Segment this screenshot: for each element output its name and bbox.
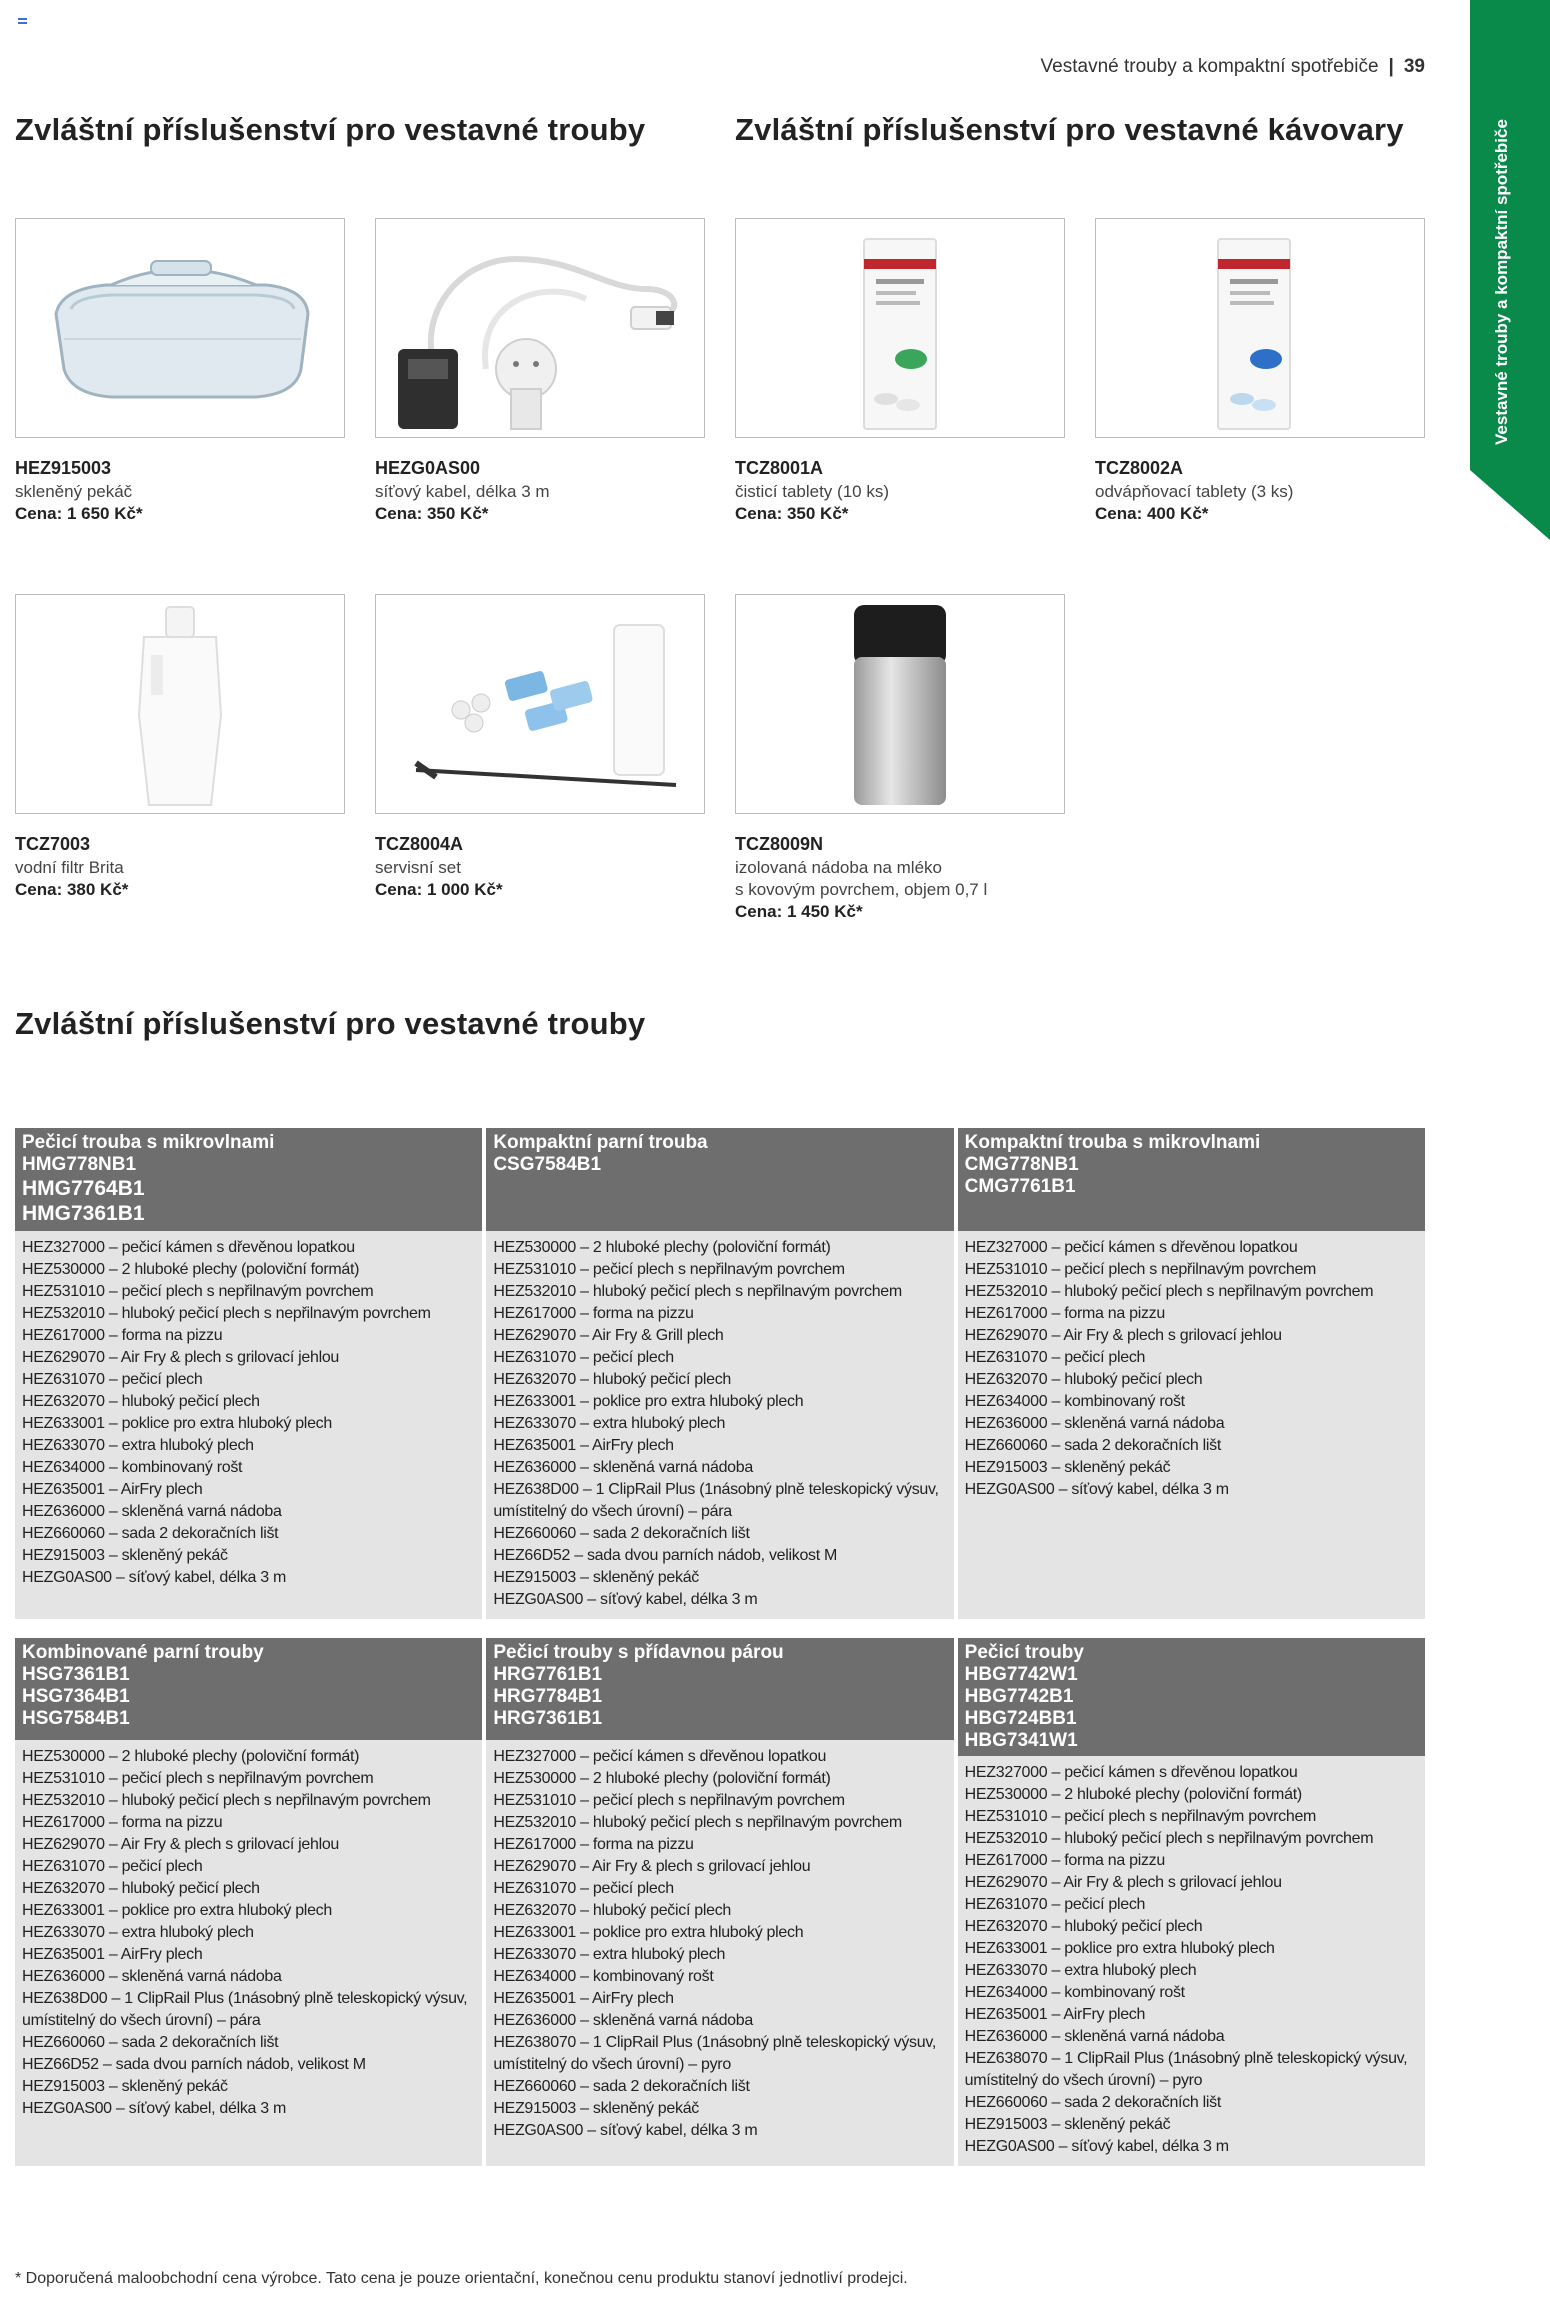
accessory-item: HEZ532010 – hluboký pečicí plech s nepřilnavým povrchem: [493, 1283, 902, 1300]
oven-type-title: Pečicí trouby s přídavnou párou: [493, 1642, 784, 1663]
model-number: CSG7584B1: [493, 1154, 602, 1175]
accessory-item: HEZ632070 – hluboký pečicí plech: [493, 1902, 731, 1919]
accessory-item: HEZ634000 – kombinovaný rošt: [22, 1459, 243, 1476]
accessory-item: HEZ634000 – kombinovaný rošt: [964, 1393, 1185, 1410]
accessory-item: HEZ633001 – poklice pro extra hluboký plech: [22, 1415, 332, 1432]
model-number: CMG7761B1: [964, 1176, 1076, 1197]
accessory-item: HEZ660060 – sada 2 dekoračních lišt: [22, 2034, 279, 2051]
cleaning-tablets-icon: [735, 218, 1065, 438]
accessory-item: HEZ638070 – 1 ClipRail Plus (1násobný plně teleskopický výsuv,: [493, 2034, 937, 2051]
accessory-list: [15, 1740, 482, 2166]
product-description: síťový kabel, délka 3 m: [375, 482, 550, 501]
accessory-item: umístitelný do všech úrovní) – pára: [22, 2012, 261, 2029]
accessory-item: HEZ638D00 – 1 ClipRail Plus (1násobný plně teleskopický výsuv,: [493, 1481, 939, 1498]
column-header: [958, 1638, 1425, 1756]
oven-type-title: Pečicí trouby: [964, 1642, 1084, 1663]
model-number: HSG7361B1: [22, 1664, 130, 1685]
product-code: TCZ8009N: [735, 834, 824, 854]
oven-type-column: [958, 1638, 1425, 2166]
accessory-item: HEZ531010 – pečicí plech s nepřilnavým povrchem: [22, 1283, 374, 1300]
price-footnote: * Doporučená maloobchodní cena výrobce. Tato cena je pouze orientační, konečnou cenu produktu stanoví jednotliví prodejci.: [15, 2270, 908, 2287]
accessory-item: HEZ66D52 – sada dvou parních nádob, velikost M: [493, 1547, 838, 1564]
model-number: HBG724BB1: [964, 1708, 1077, 1729]
product-description: servisní set: [375, 858, 461, 877]
page-number: 39: [1403, 56, 1425, 77]
accessory-item: HEZ638D00 – 1 ClipRail Plus (1násobný plně teleskopický výsuv,: [22, 1990, 468, 2007]
accessory-item: HEZ633001 – poklice pro extra hluboký plech: [964, 1940, 1275, 1957]
model-number: HMG7764B1: [22, 1177, 145, 1200]
oven-type-title: Kompaktní parní trouba: [493, 1132, 708, 1153]
model-number: HSG7584B1: [22, 1708, 130, 1729]
accessory-item: HEZ631070 – pečicí plech: [493, 1349, 674, 1366]
accessory-item: HEZ660060 – sada 2 dekoračních lišt: [964, 2094, 1221, 2111]
accessory-item: HEZ635001 – AirFry plech: [493, 1437, 674, 1454]
product-code: TCZ8002A: [1095, 458, 1184, 478]
product-price: Cena: 350 Kč*: [375, 504, 489, 523]
accessory-item: HEZ633070 – extra hluboký plech: [493, 1946, 726, 1963]
accessory-item: HEZ632070 – hluboký pečicí plech: [22, 1880, 260, 1897]
accessory-item: HEZ629070 – Air Fry & plech s grilovací jehlou: [22, 1349, 340, 1366]
product-price: Cena: 380 Kč*: [15, 880, 129, 899]
accessory-item: HEZG0AS00 – síťový kabel, délka 3 m: [493, 2122, 758, 2139]
product-description: odvápňovací tablety (3 ks): [1095, 482, 1294, 501]
accessory-item: HEZ636000 – skleněná varná nádoba: [22, 1968, 282, 1985]
accessory-item: HEZ633001 – poklice pro extra hluboký plech: [493, 1393, 804, 1410]
coffee-accessories-title: Zvláštní příslušenství pro vestavné kávovary: [735, 112, 1404, 147]
product-code: TCZ8001A: [735, 458, 824, 478]
product-price: Cena: 400 Kč*: [1095, 504, 1209, 523]
accessory-item: HEZ530000 – 2 hluboké plechy (poloviční formát): [964, 1786, 1302, 1803]
accessory-item: HEZ635001 – AirFry plech: [964, 2006, 1146, 2023]
chapter-tab-label: Vestavné trouby a kompaktní spotřebiče: [1492, 119, 1511, 445]
accessory-item: HEZ530000 – 2 hluboké plechy (poloviční formát): [22, 1261, 360, 1278]
accessory-item: HEZ617000 – forma na pizzu: [22, 1814, 223, 1831]
model-number: HBG7341W1: [964, 1730, 1078, 1751]
product-card[interactable]: [15, 594, 345, 900]
accessory-item: HEZ915003 – skleněný pekáč: [22, 1547, 228, 1564]
accessory-item: HEZ633001 – poklice pro extra hluboký plech: [22, 1902, 332, 1919]
oven-type-column: [958, 1128, 1425, 1619]
accessory-item: HEZ660060 – sada 2 dekoračních lišt: [493, 1525, 750, 1542]
accessory-item: HEZ631070 – pečicí plech: [22, 1858, 203, 1875]
product-card[interactable]: [1095, 218, 1425, 524]
accessory-item: HEZ617000 – forma na pizzu: [493, 1836, 694, 1853]
accessory-item: HEZ636000 – skleněná varná nádoba: [493, 2012, 753, 2029]
accessory-item: umístitelný do všech úrovní) – pyro: [493, 2056, 731, 2073]
accessory-item: HEZ632070 – hluboký pečicí plech: [964, 1371, 1203, 1388]
water-filter-icon: [15, 594, 345, 814]
product-description: čisticí tablety (10 ks): [735, 482, 889, 501]
accessory-item: HEZ532010 – hluboký pečicí plech s nepřilnavým povrchem: [964, 1830, 1374, 1847]
accessory-item: HEZ635001 – AirFry plech: [493, 1990, 674, 2007]
accessory-item: HEZ660060 – sada 2 dekoračních lišt: [964, 1437, 1221, 1454]
accessory-list: [15, 1231, 482, 1619]
accessory-item: HEZ915003 – skleněný pekáč: [493, 1569, 699, 1586]
accessory-item: HEZG0AS00 – síťový kabel, délka 3 m: [964, 2138, 1229, 2155]
accessory-item: HEZ636000 – skleněná varná nádoba: [22, 1503, 282, 1520]
accessory-item: HEZ631070 – pečicí plech: [22, 1371, 203, 1388]
accessory-item: HEZ660060 – sada 2 dekoračních lišt: [22, 1525, 279, 1542]
accessory-item: HEZ530000 – 2 hluboké plechy (poloviční formát): [493, 1239, 831, 1256]
accessory-item: HEZ636000 – skleněná varná nádoba: [493, 1459, 753, 1476]
accessory-item: HEZ327000 – pečicí kámen s dřevěnou lopatkou: [493, 1748, 827, 1765]
accessory-item: HEZ636000 – skleněná varná nádoba: [964, 2028, 1225, 2045]
accessory-item: HEZ915003 – skleněný pekáč: [493, 2100, 699, 2117]
power-cable-icon: [375, 218, 705, 438]
accessory-item: HEZ631070 – pečicí plech: [964, 1349, 1146, 1366]
column-header: [15, 1638, 482, 1740]
product-card[interactable]: [735, 594, 1065, 922]
product-card[interactable]: [375, 594, 705, 900]
oven-type-column: [15, 1128, 482, 1619]
model-number: HMG7361B1: [22, 1202, 145, 1225]
accessory-item: HEZ631070 – pečicí plech: [493, 1880, 674, 1897]
accessory-item: HEZ629070 – Air Fry & plech s grilovací jehlou: [22, 1836, 340, 1853]
accessory-item: HEZ532010 – hluboký pečicí plech s nepřilnavým povrchem: [964, 1283, 1374, 1300]
product-card[interactable]: [375, 218, 705, 524]
accessory-item: HEZ633070 – extra hluboký plech: [22, 1924, 254, 1941]
accessory-item: HEZ327000 – pečicí kámen s dřevěnou lopatkou: [22, 1239, 355, 1256]
model-number: HRG7361B1: [493, 1708, 603, 1729]
accessory-item: HEZ617000 – forma na pizzu: [493, 1305, 694, 1322]
column-header: [958, 1128, 1425, 1231]
model-number: HMG778NB1: [22, 1154, 137, 1175]
product-price: Cena: 350 Kč*: [735, 504, 849, 523]
product-price: Cena: 1 450 Kč*: [735, 902, 863, 921]
accessory-item: HEZ634000 – kombinovaný rošt: [493, 1968, 714, 1985]
accessory-item: HEZ634000 – kombinovaný rošt: [964, 1984, 1185, 2001]
accessory-item: HEZ632070 – hluboký pečicí plech: [22, 1393, 260, 1410]
accessory-item: HEZ915003 – skleněný pekáč: [964, 2116, 1171, 2133]
accessory-item: HEZ631070 – pečicí plech: [964, 1896, 1146, 1913]
product-price: Cena: 1 650 Kč*: [15, 504, 143, 523]
accessory-item: HEZ531010 – pečicí plech s nepřilnavým povrchem: [493, 1792, 845, 1809]
accessory-item: HEZ66D52 – sada dvou parních nádob, velikost M: [22, 2056, 366, 2073]
oven-type-column: [486, 1638, 953, 2166]
accessory-item: HEZ635001 – AirFry plech: [22, 1946, 203, 1963]
accessory-item: HEZ632070 – hluboký pečicí plech: [493, 1371, 731, 1388]
oven-type-title: Pečicí trouba s mikrovlnami: [22, 1132, 275, 1153]
accessory-item: umístitelný do všech úrovní) – pára: [493, 1503, 732, 1520]
product-card[interactable]: [15, 218, 345, 524]
accessory-item: HEZ636000 – skleněná varná nádoba: [964, 1415, 1225, 1432]
accessory-item: HEZ635001 – AirFry plech: [22, 1481, 203, 1498]
separator: |: [1388, 56, 1394, 77]
accessory-list: [958, 1756, 1425, 2166]
oven-accessories-title: Zvláštní příslušenství pro vestavné trouby: [15, 112, 646, 147]
accessory-item: HEZ633070 – extra hluboký plech: [493, 1415, 726, 1432]
milk-container-icon: [735, 594, 1065, 814]
accessory-item: HEZ531010 – pečicí plech s nepřilnavým povrchem: [493, 1261, 845, 1278]
running-head: [1041, 56, 1425, 78]
product-description: izolovaná nádoba na mléko: [735, 858, 942, 877]
accessory-item: HEZ629070 – Air Fry & Grill plech: [493, 1327, 724, 1344]
product-card[interactable]: [735, 218, 1065, 524]
model-number: HSG7364B1: [22, 1686, 130, 1707]
model-number: HRG7761B1: [493, 1664, 603, 1685]
accessory-list: [486, 1231, 953, 1619]
chapter-tab: [1470, 0, 1550, 540]
oven-type-title: Kompaktní trouba s mikrovlnami: [964, 1132, 1261, 1153]
column-header: [486, 1638, 953, 1740]
oven-type-column: [15, 1638, 482, 2166]
accessory-item: HEZ660060 – sada 2 dekoračních lišt: [493, 2078, 750, 2095]
product-description: s kovovým povrchem, objem 0,7 l: [735, 880, 988, 899]
compatibility-table-1: [15, 1128, 1425, 1619]
model-number: HBG7742W1: [964, 1664, 1078, 1685]
accessory-item: HEZ617000 – forma na pizzu: [964, 1852, 1165, 1869]
accessory-item: HEZ327000 – pečicí kámen s dřevěnou lopatkou: [964, 1239, 1298, 1256]
descaling-tablets-icon: [1095, 218, 1425, 438]
menu-icon[interactable]: [18, 18, 27, 26]
accessory-item: HEZ638070 – 1 ClipRail Plus (1násobný plně teleskopický výsuv,: [964, 2050, 1408, 2067]
product-price: Cena: 1 000 Kč*: [375, 880, 503, 899]
product-description: vodní filtr Brita: [15, 858, 124, 877]
accessory-item: HEZ629070 – Air Fry & plech s grilovací jehlou: [493, 1858, 811, 1875]
accessory-item: umístitelný do všech úrovní) – pyro: [964, 2072, 1203, 2089]
product-description: skleněný pekáč: [15, 482, 133, 501]
product-code: HEZG0AS00: [375, 458, 481, 478]
compatibility-table-2: [15, 1638, 1425, 2166]
column-header: [15, 1128, 482, 1231]
oven-type-column: [486, 1128, 953, 1619]
glass-roaster-icon: [15, 218, 345, 438]
accessory-item: HEZ633001 – poklice pro extra hluboký plech: [493, 1924, 804, 1941]
accessory-list: [486, 1740, 953, 2166]
accessory-item: HEZ633070 – extra hluboký plech: [964, 1962, 1197, 1979]
oven-accessories-compat-title: Zvláštní příslušenství pro vestavné trouby: [15, 1006, 646, 1041]
accessory-item: HEZG0AS00 – síťový kabel, délka 3 m: [22, 2100, 287, 2117]
accessory-item: HEZ915003 – skleněný pekáč: [964, 1459, 1171, 1476]
product-code: HEZ915003: [15, 458, 112, 478]
accessory-item: HEZ530000 – 2 hluboké plechy (poloviční formát): [493, 1770, 831, 1787]
accessory-item: HEZ530000 – 2 hluboké plechy (poloviční formát): [22, 1748, 360, 1765]
accessory-item: HEZ532010 – hluboký pečicí plech s nepřilnavým povrchem: [22, 1792, 431, 1809]
accessory-list: [958, 1231, 1425, 1619]
column-header: [486, 1128, 953, 1231]
accessory-item: HEZ633070 – extra hluboký plech: [22, 1437, 254, 1454]
running-title: Vestavné trouby a kompaktní spotřebiče: [1040, 56, 1379, 77]
accessory-item: HEZ531010 – pečicí plech s nepřilnavým povrchem: [964, 1261, 1317, 1278]
service-set-icon: [375, 594, 705, 814]
accessory-item: HEZ617000 – forma na pizzu: [964, 1305, 1165, 1322]
accessory-item: HEZ531010 – pečicí plech s nepřilnavým povrchem: [964, 1808, 1317, 1825]
oven-type-title: Kombinované parní trouby: [22, 1642, 264, 1663]
accessory-item: HEZ632070 – hluboký pečicí plech: [964, 1918, 1203, 1935]
accessory-item: HEZ629070 – Air Fry & plech s grilovací jehlou: [964, 1874, 1282, 1891]
accessory-item: HEZ327000 – pečicí kámen s dřevěnou lopatkou: [964, 1764, 1298, 1781]
accessory-item: HEZG0AS00 – síťový kabel, délka 3 m: [493, 1591, 758, 1608]
accessory-item: HEZ915003 – skleněný pekáč: [22, 2078, 228, 2095]
accessory-item: HEZG0AS00 – síťový kabel, délka 3 m: [964, 1481, 1229, 1498]
model-number: HBG7742B1: [964, 1686, 1074, 1707]
accessory-item: HEZG0AS00 – síťový kabel, délka 3 m: [22, 1569, 287, 1586]
accessory-item: HEZ532010 – hluboký pečicí plech s nepřilnavým povrchem: [22, 1305, 431, 1322]
model-number: CMG778NB1: [964, 1154, 1079, 1175]
accessory-item: HEZ617000 – forma na pizzu: [22, 1327, 223, 1344]
accessory-item: HEZ629070 – Air Fry & plech s grilovací jehlou: [964, 1327, 1282, 1344]
accessory-item: HEZ531010 – pečicí plech s nepřilnavým povrchem: [22, 1770, 374, 1787]
product-code: TCZ8004A: [375, 834, 464, 854]
accessory-item: HEZ532010 – hluboký pečicí plech s nepřilnavým povrchem: [493, 1814, 902, 1831]
product-code: TCZ7003: [15, 834, 91, 854]
model-number: HRG7784B1: [493, 1686, 603, 1707]
